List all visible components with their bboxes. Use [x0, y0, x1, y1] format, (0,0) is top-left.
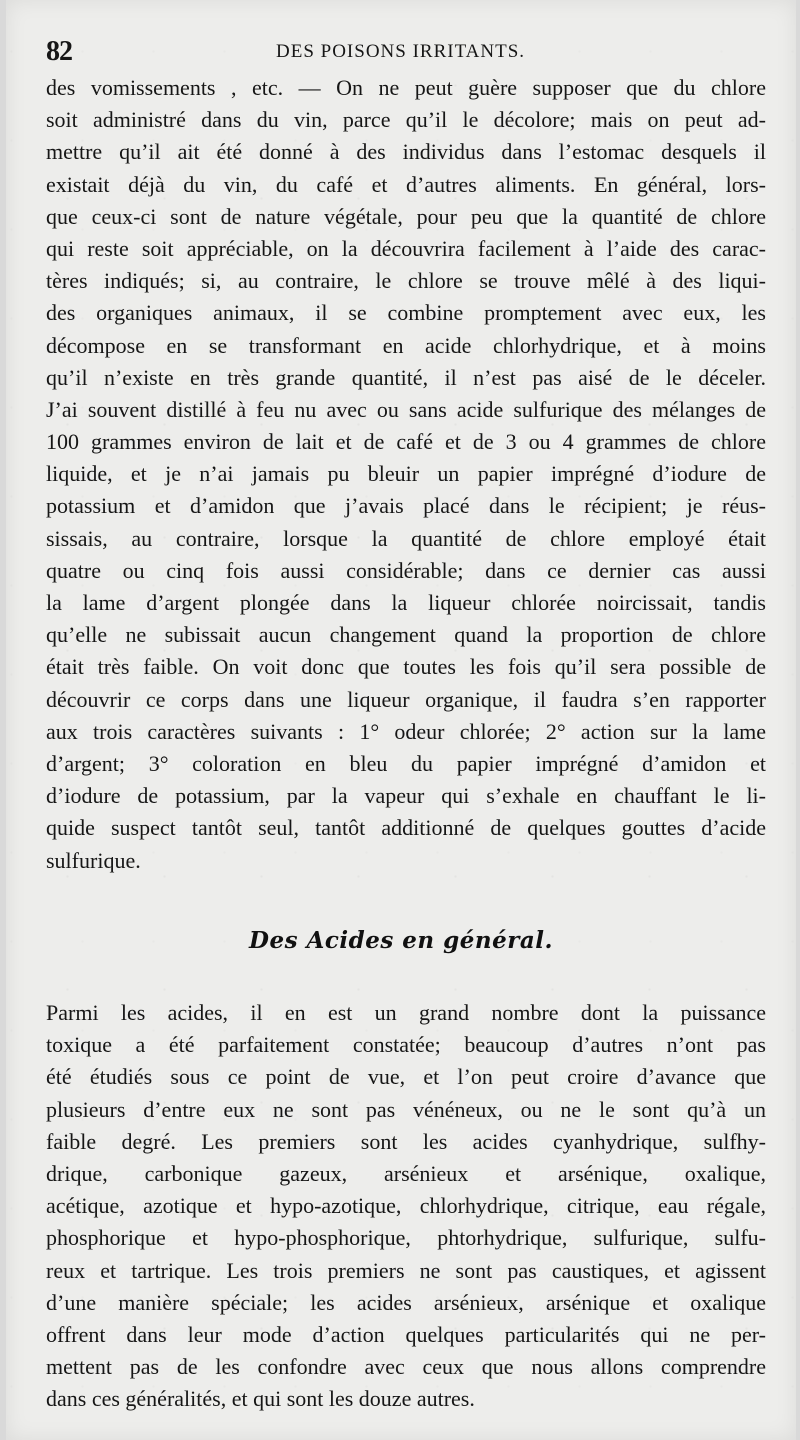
text-line: faible degré. Les premiers sont les acides cyanhydrique, sulfhy- — [46, 1128, 766, 1154]
text-line: plusieurs d’entre eux ne sont pas vénéneux, ou ne le sont qu’à un — [46, 1096, 766, 1122]
text-line: potassium et d’amidon que j’avais placé dans le récipient; je réus- — [46, 493, 766, 519]
running-title: DES POISONS IRRITANTS. — [276, 41, 526, 62]
text-line: qui reste soit appréciable, on la découvrira facilement à l’aide des carac- — [46, 235, 766, 261]
page-number: 82 — [46, 36, 72, 67]
text-line: 100 grammes environ de lait et de café et de 3 ou 4 grammes de chlore — [46, 429, 766, 455]
text-line: soit administré dans du vin, parce qu’il le décolore; mais on peut ad- — [46, 107, 766, 133]
section-title: Des Acides en général. — [249, 927, 553, 954]
text-line: reux et tartrique. Les trois premiers ne sont pas caustiques, et agissent — [46, 1257, 766, 1283]
text-line: phosphorique et hypo-phosphorique, phtorhydrique, sulfurique, sulfu- — [46, 1225, 766, 1251]
text-line: existait déjà du vin, du café et d’autres aliments. En général, lors- — [46, 171, 766, 197]
text-line: quide suspect tantôt seul, tantôt additionné de quelques gouttes d’acide — [46, 815, 766, 841]
text-line: quatre ou cinq fois aussi considérable; dans ce dernier cas aussi — [46, 557, 766, 583]
text-line: J’ai souvent distillé à feu nu avec ou sans acide sulfurique des mélanges de — [46, 396, 766, 422]
text-line: Parmi les acides, il en est un grand nombre dont la puissance — [46, 1000, 766, 1025]
text-line: toxique a été parfaitement constatée; beaucoup d’autres n’ont pas — [46, 1032, 766, 1058]
text-line: sulfurique. — [46, 847, 141, 873]
page-header — [46, 36, 756, 68]
body-text-bottom — [46, 997, 766, 1415]
text-line: d’une manière spéciale; les acides arsénieux, arsénique et oxalique — [46, 1289, 766, 1315]
text-line: mettent pas de les confondre avec ceux que nous allons comprendre — [46, 1354, 766, 1380]
book-page — [6, 0, 796, 1440]
text-line: qu’elle ne subissait aucun changement quand la proportion de chlore — [46, 622, 766, 648]
text-line: que ceux-ci sont de nature végétale, pour peu que la quantité de chlore — [46, 203, 766, 229]
text-line: des organiques animaux, il se combine promptement avec eux, les — [46, 300, 766, 326]
text-line: découvrir ce corps dans une liqueur organique, il faudra s’en rapporter — [46, 686, 766, 712]
text-line: acétique, azotique et hypo-azotique, chlorhydrique, citrique, eau régale, — [46, 1193, 766, 1219]
text-line: drique, carbonique gazeux, arsénieux et arsénique, oxalique, — [46, 1160, 766, 1186]
text-line: d’iodure de potassium, par la vapeur qui s’exhale en chauffant le li- — [46, 783, 766, 809]
text-line: était très faible. On voit donc que toutes les fois qu’il sera possible de — [46, 654, 766, 680]
text-line: aux trois caractères suivants : 1° odeur chlorée; 2° action sur la lame — [46, 718, 766, 744]
body-text-top — [46, 72, 766, 877]
text-line: été étudiés sous ce point de vue, et l’on peut croire d’avance que — [46, 1064, 766, 1090]
text-line: des vomissements , etc. — On ne peut guère supposer que du chlore — [46, 75, 766, 100]
text-line: tères indiqués; si, au contraire, le chlore se trouve mêlé à des liqui- — [46, 268, 766, 294]
text-line: la lame d’argent plongée dans la liqueur chlorée noircissait, tandis — [46, 590, 766, 615]
text-line: dans ces généralités, et qui sont les douze autres. — [46, 1386, 475, 1412]
text-line: d’argent; 3° coloration en bleu du papier imprégné d’amidon et — [46, 750, 766, 776]
text-line: qu’il n’existe en très grande quantité, il n’est pas aisé de le déceler. — [46, 364, 766, 390]
text-line: décompose en se transformant en acide chlorhydrique, et à moins — [46, 332, 766, 358]
text-line: offrent dans leur mode d’action quelques particularités qui ne per- — [46, 1321, 766, 1347]
text-line: sissais, au contraire, lorsque la quantité de chlore employé était — [46, 525, 766, 551]
text-line: mettre qu’il ait été donné à des individus dans l’estomac desquels il — [46, 139, 766, 165]
text-line: liquide, et je n’ai jamais pu bleuir un papier imprégné d’iodure de — [46, 461, 766, 487]
